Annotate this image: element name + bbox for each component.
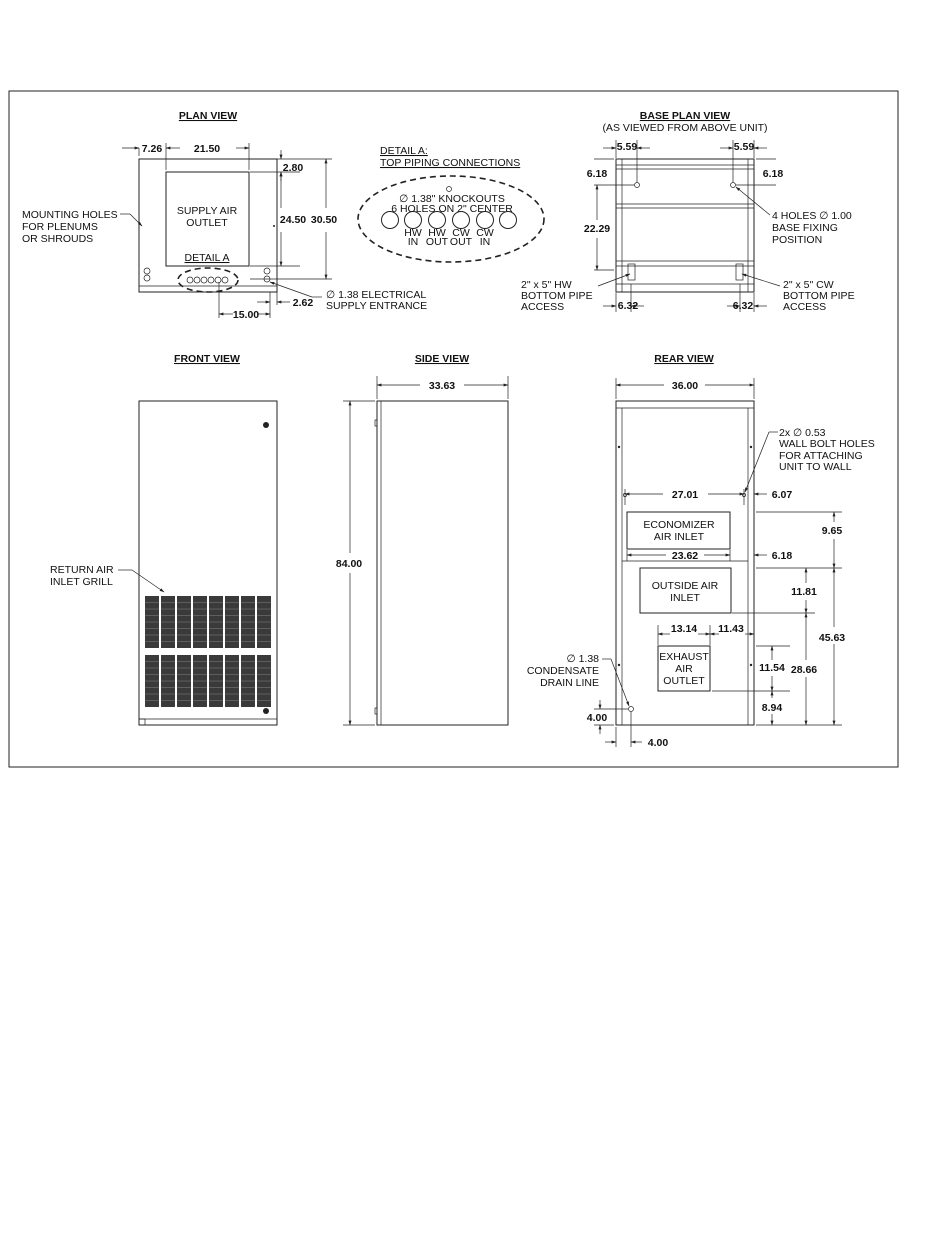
dim-6-07: 6.07 bbox=[771, 489, 793, 501]
base-plan-view bbox=[521, 110, 855, 313]
port-hw-out: HW bbox=[428, 227, 446, 239]
wall-bolt-label-4: UNIT TO WALL bbox=[779, 461, 852, 473]
dim-23-62: 23.62 bbox=[671, 550, 699, 562]
dim-2-62: 2.62 bbox=[292, 297, 314, 309]
dim-6-32-right: 6.32 bbox=[732, 300, 754, 312]
supply-air-label-2: OUTLET bbox=[186, 217, 228, 229]
dim-22-29: 22.29 bbox=[583, 223, 611, 235]
dim-36-00: 36.00 bbox=[671, 380, 699, 392]
detail-small-hole bbox=[447, 187, 452, 192]
return-air-label: RETURN AIR bbox=[50, 564, 114, 576]
economizer-label-2: AIR INLET bbox=[653, 531, 705, 543]
base-plan-subtitle: (AS VIEWED FROM ABOVE UNIT) bbox=[602, 122, 768, 134]
economizer-label: ECONOMIZER bbox=[643, 519, 715, 531]
outside-air-label: OUTSIDE AIR bbox=[651, 580, 719, 592]
dim-84-00: 84.00 bbox=[335, 558, 363, 570]
dim-4-00-vertical: 4.00 bbox=[586, 712, 608, 724]
dim-11-43: 11.43 bbox=[718, 623, 744, 635]
base-fixing-hole bbox=[731, 183, 736, 188]
port-hw-in-2: IN bbox=[407, 236, 419, 248]
dim-33-63: 33.63 bbox=[428, 380, 456, 392]
dim-30-50: 30.50 bbox=[310, 214, 338, 226]
drain-label-2: CONDENSATE bbox=[526, 665, 599, 677]
front-view-title: FRONT VIEW bbox=[174, 353, 240, 365]
port-cw-in: CW bbox=[476, 227, 494, 239]
dim-21-50: 21.50 bbox=[193, 143, 221, 155]
dim-11-54: 11.54 bbox=[759, 662, 785, 674]
dim-5-59-right: 5.59 bbox=[733, 141, 755, 153]
hw-access-label: 2" x 5" HW bbox=[521, 279, 572, 291]
mounting-hole bbox=[144, 275, 150, 281]
base-holes-label-2: BASE FIXING bbox=[772, 222, 838, 234]
condensate-drain-hole bbox=[629, 707, 634, 712]
rear-view bbox=[527, 353, 875, 749]
dim-11-81: 11.81 bbox=[791, 586, 817, 598]
dim-8-94: 8.94 bbox=[761, 702, 783, 714]
detail-a-title: DETAIL A: bbox=[380, 145, 428, 157]
dim-27-01: 27.01 bbox=[671, 489, 699, 501]
dim-2-80: 2.80 bbox=[282, 162, 304, 174]
exhaust-label-2: AIR bbox=[675, 663, 693, 675]
dim-45-63: 45.63 bbox=[818, 632, 846, 644]
detail-a-view bbox=[358, 145, 544, 262]
knockouts-label: ∅ 1.38" KNOCKOUTS bbox=[399, 193, 505, 205]
dim-9-65: 9.65 bbox=[821, 525, 843, 537]
dim-6-32-left: 6.32 bbox=[617, 300, 639, 312]
mounting-holes-label-3: OR SHROUDS bbox=[22, 233, 94, 245]
return-air-grill bbox=[145, 596, 271, 707]
mounting-hole bbox=[264, 268, 270, 274]
front-bottom-dot bbox=[263, 708, 269, 714]
wall-bolt-label-3: FOR ATTACHING bbox=[779, 450, 863, 462]
base-holes-label-3: POSITION bbox=[772, 234, 823, 246]
exhaust-label-3: OUTLET bbox=[663, 675, 705, 687]
electrical-entrance-label: ∅ 1.38 ELECTRICAL bbox=[326, 289, 427, 301]
dim-7-26: 7.26 bbox=[141, 143, 163, 155]
front-latch-dot bbox=[263, 422, 269, 428]
exhaust-label: EXHAUST bbox=[659, 651, 709, 663]
side-view bbox=[336, 353, 508, 725]
wall-bolt-label-2: WALL BOLT HOLES bbox=[779, 438, 875, 450]
plan-knockout-holes bbox=[187, 277, 228, 283]
mounting-hole bbox=[144, 268, 150, 274]
plan-view bbox=[22, 110, 427, 321]
knockouts-spacing-label: 6 HOLES ON 2" CENTER bbox=[391, 203, 513, 215]
dim-13-14: 13.14 bbox=[670, 623, 698, 635]
hw-pipe-access-cutout bbox=[628, 264, 635, 280]
dim-4-00-horizontal: 4.00 bbox=[647, 737, 669, 749]
cw-access-label-2: BOTTOM PIPE bbox=[783, 290, 855, 302]
wall-bolt-label: 2x ∅ 0.53 bbox=[779, 427, 826, 439]
return-air-label-2: INLET GRILL bbox=[50, 576, 113, 588]
hw-access-label-2: BOTTOM PIPE bbox=[521, 290, 593, 302]
port-hw-in: HW bbox=[404, 227, 422, 239]
dim-28-66: 28.66 bbox=[790, 664, 818, 676]
port-cw-out-2: OUT bbox=[449, 236, 473, 248]
front-view bbox=[50, 353, 277, 725]
outside-air-label-2: INLET bbox=[670, 592, 700, 604]
base-plan-title: BASE PLAN VIEW bbox=[639, 110, 731, 122]
detail-a-label: DETAIL A bbox=[184, 252, 230, 264]
hw-access-label-3: ACCESS bbox=[521, 301, 565, 313]
dim-24-50: 24.50 bbox=[279, 214, 307, 226]
detail-a-subtitle: TOP PIPING CONNECTIONS bbox=[380, 157, 521, 169]
base-fixing-hole bbox=[635, 183, 640, 188]
port-cw-out: CW bbox=[452, 227, 470, 239]
dim-6-18-right: 6.18 bbox=[762, 168, 784, 180]
port-hw-out-2: OUT bbox=[425, 236, 449, 248]
dim-5-59-left: 5.59 bbox=[616, 141, 638, 153]
dim-6-18: 6.18 bbox=[771, 550, 793, 562]
plan-view-title: PLAN VIEW bbox=[178, 110, 238, 122]
dim-15-00: 15.00 bbox=[232, 309, 260, 321]
drain-label-3: DRAIN LINE bbox=[540, 677, 599, 689]
front-unit-outline bbox=[139, 401, 277, 725]
knockout-hole-1 bbox=[382, 212, 399, 229]
supply-air-label: SUPPLY AIR bbox=[176, 205, 238, 217]
mounting-holes-label-2: FOR PLENUMS bbox=[22, 221, 98, 233]
rear-view-title: REAR VIEW bbox=[654, 353, 714, 365]
cw-access-label: 2" x 5" CW bbox=[783, 279, 834, 291]
port-cw-in-2: IN bbox=[479, 236, 491, 248]
drain-label: ∅ 1.38 bbox=[566, 653, 599, 665]
cw-access-label-3: ACCESS bbox=[783, 301, 827, 313]
side-unit-outline bbox=[377, 401, 508, 725]
electrical-entrance-label-2: SUPPLY ENTRANCE bbox=[326, 300, 428, 312]
dim-6-18-left: 6.18 bbox=[586, 168, 608, 180]
cw-pipe-access-cutout bbox=[736, 264, 743, 280]
side-view-title: SIDE VIEW bbox=[414, 353, 470, 365]
mounting-holes-label: MOUNTING HOLES bbox=[22, 209, 118, 221]
base-holes-label: 4 HOLES ∅ 1.00 bbox=[772, 210, 852, 222]
